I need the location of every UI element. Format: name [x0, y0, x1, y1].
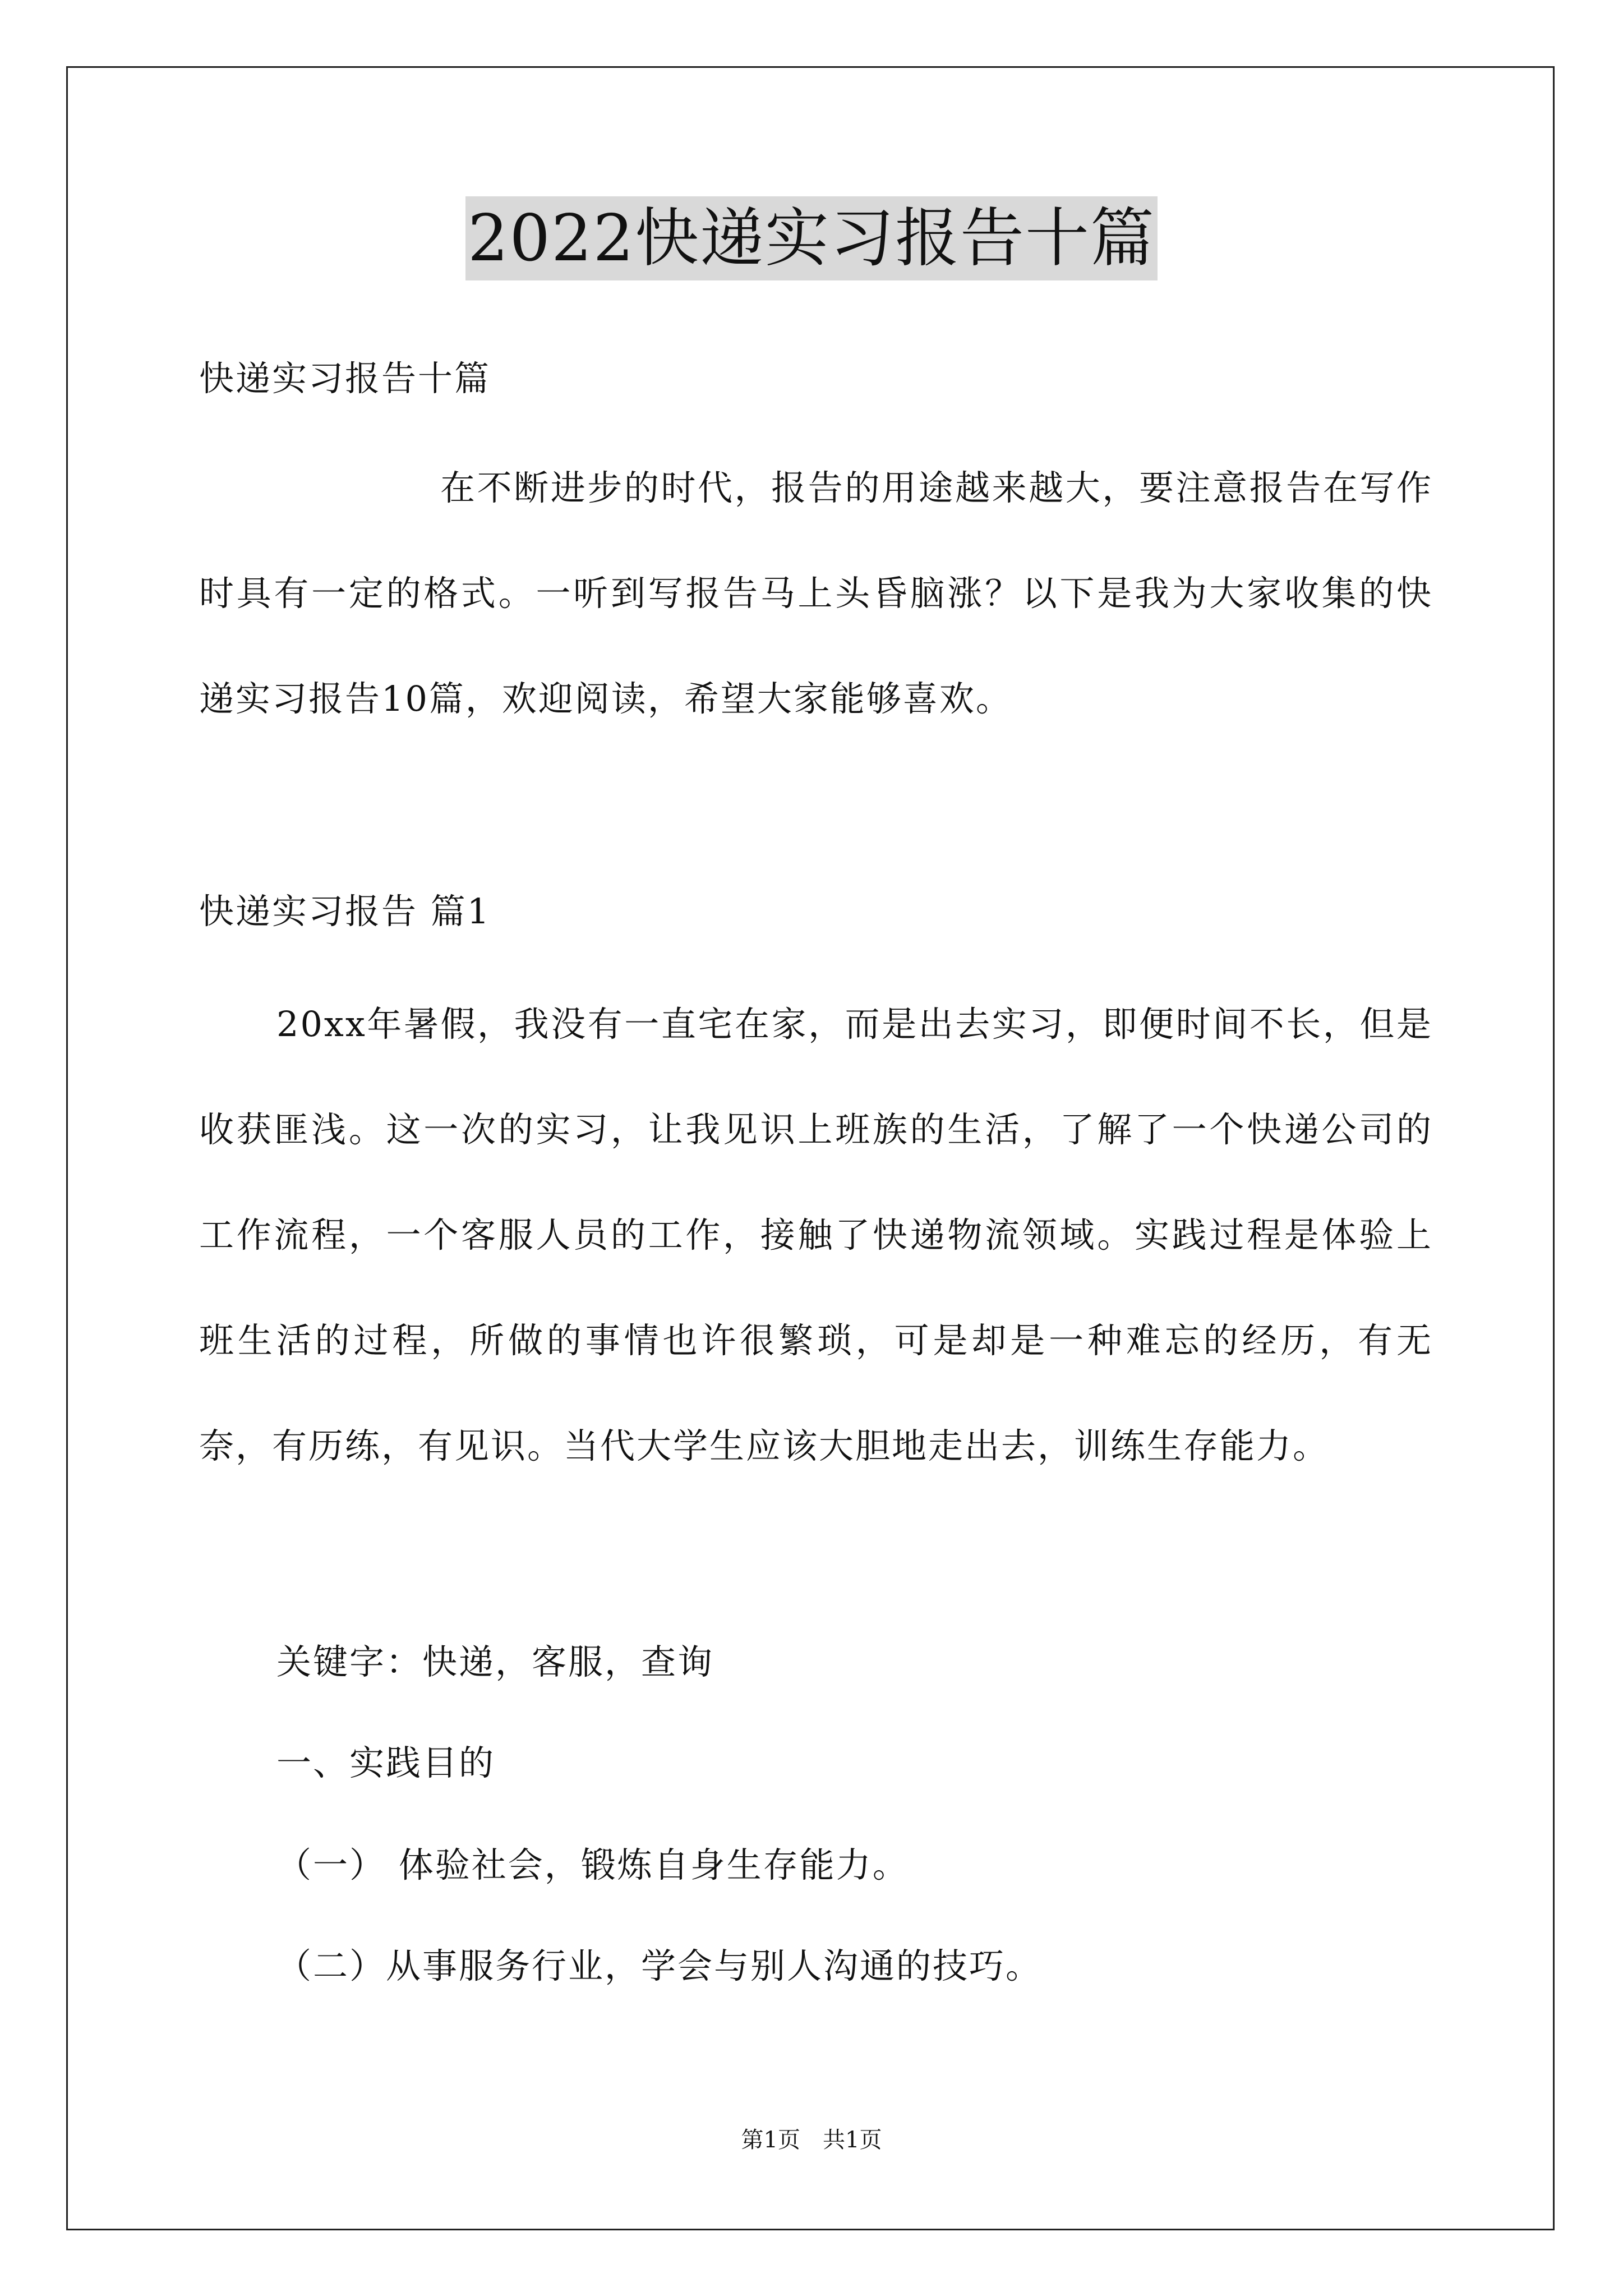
page-footer: 第1页 共1页 [741, 2127, 882, 2153]
document-title: 2022快递实习报告十篇 [465, 196, 1158, 280]
keywords-line: 关键字：快递，客服，查询 [276, 1641, 714, 1682]
list-item-1: （一） 体验社会，锻炼自身生存能力。 [276, 1844, 909, 1885]
body-paragraph: 20xx年暑假，我没有一直宅在家，而是出去实习，即便时间不长，但是收获匪浅。这一次的实习，让我见识上班族的生活，了解了一个快递公司的工作流程，一个客服人员的工作，接触了快递物流领域。实践过程是体验上班生活的过程，所做的事情也许很繁琐，可是却是一种难忘的经历，有无奈，有历练，有见识。当代大学生应该大胆地走出去，训练生存能力。 [199, 1004, 1433, 1466]
section-heading: 快递实习报告 篇1 [199, 891, 491, 932]
document-subtitle: 快递实习报告十篇 [199, 358, 491, 399]
heading-practice-purpose: 一、实践目的 [276, 1742, 496, 1783]
list-item-2: （二）从事服务行业，学会与别人沟通的技巧。 [276, 1945, 1043, 1986]
intro-paragraph: 在不断进步的时代，报告的用途越来越大，要注意报告在写作时具有一定的格式。一听到写报告马上头昏脑涨？以下是我为大家收集的快递实习报告10篇，欢迎阅读，希望大家能够喜欢。 [199, 467, 1433, 719]
title-container [0, 196, 1623, 280]
